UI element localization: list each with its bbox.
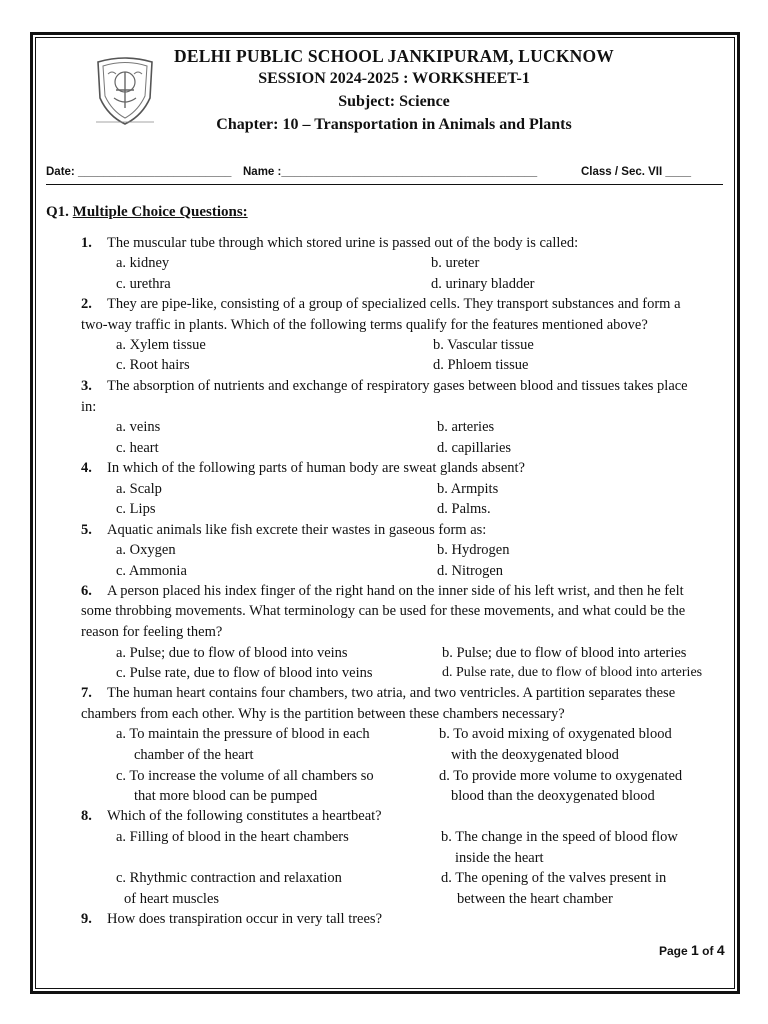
option: d. Phloem tissue bbox=[433, 357, 529, 373]
info-divider bbox=[46, 184, 723, 185]
option: b. ureter bbox=[431, 255, 480, 271]
option: c. urethra bbox=[116, 276, 171, 292]
option: a. Filling of blood in the heart chambers bbox=[116, 829, 349, 845]
name-field: Name :________________________________________ bbox=[243, 166, 538, 178]
option: d. Pulse rate, due to flow of blood into arteries bbox=[442, 665, 703, 680]
option: c. Root hairs bbox=[116, 357, 190, 373]
option: d. The opening of the valves present in bbox=[441, 870, 667, 886]
option: c. Rhythmic contraction and relaxation bbox=[116, 870, 342, 886]
question-text: chambers from each other. Why is the partition between these chambers necessary? bbox=[81, 706, 565, 722]
question-number: 8. bbox=[81, 808, 92, 824]
option: d. Nitrogen bbox=[437, 563, 504, 579]
option: a. Scalp bbox=[116, 481, 162, 497]
option: a. To maintain the pressure of blood in each bbox=[116, 726, 370, 742]
question-text: Aquatic animals like fish excrete their wastes in gaseous form as: bbox=[107, 522, 487, 538]
question-number: 9. bbox=[81, 911, 92, 927]
question-number: 4. bbox=[81, 460, 92, 476]
question-text: In which of the following parts of human body are sweat glands absent? bbox=[107, 460, 525, 476]
school-name: DELHI PUBLIC SCHOOL JANKIPURAM, LUCKNOW bbox=[174, 46, 614, 66]
option: c. Ammonia bbox=[116, 563, 187, 579]
option: that more blood can be pumped bbox=[134, 788, 318, 804]
option: with the deoxygenated blood bbox=[451, 747, 619, 763]
question-text: A person placed his index finger of the right hand on the inner side of his left wrist, and then he felt bbox=[107, 583, 684, 599]
chapter-title: Chapter: 10 – Transportation in Animals and Plants bbox=[216, 116, 572, 133]
option: between the heart chamber bbox=[457, 891, 613, 907]
option: c. Pulse rate, due to flow of blood into veins bbox=[116, 665, 373, 681]
question-text: Which of the following constitutes a heartbeat? bbox=[107, 808, 382, 824]
student-info-row bbox=[46, 166, 724, 186]
option: b. The change in the speed of blood flow bbox=[441, 829, 678, 845]
subject-title: Subject: Science bbox=[338, 93, 450, 110]
question-3 bbox=[81, 377, 688, 395]
question-number: 5. bbox=[81, 522, 92, 538]
option: b. Armpits bbox=[437, 481, 499, 497]
option: a. Xylem tissue bbox=[116, 337, 206, 353]
option: c. Lips bbox=[116, 501, 156, 517]
option: a. veins bbox=[116, 419, 161, 435]
question-number: 1. bbox=[81, 235, 92, 251]
section-title: Multiple Choice Questions: bbox=[72, 204, 248, 220]
option: of heart muscles bbox=[124, 891, 220, 907]
question-text: How does transpiration occur in very tall trees? bbox=[107, 911, 383, 927]
option: a. Pulse; due to flow of blood into veins bbox=[116, 645, 348, 661]
option: a. Oxygen bbox=[116, 542, 176, 558]
current-page: 1 bbox=[691, 942, 699, 958]
of-word: of bbox=[698, 944, 717, 958]
question-9 bbox=[81, 910, 382, 928]
question-5 bbox=[81, 521, 486, 539]
option: b. Hydrogen bbox=[437, 542, 510, 558]
page-word: Page bbox=[659, 944, 692, 958]
option: b. Pulse; due to flow of blood into arteries bbox=[442, 645, 687, 661]
option: blood than the deoxygenated blood bbox=[451, 788, 655, 804]
option: b. To avoid mixing of oxygenated blood bbox=[439, 726, 672, 742]
question-text: some throbbing movements. What terminology can be used for these movements, and what could be the bbox=[81, 603, 686, 619]
question-6 bbox=[81, 582, 684, 600]
page-number bbox=[659, 942, 725, 958]
option: d. capillaries bbox=[437, 440, 512, 456]
option: c. heart bbox=[116, 440, 159, 456]
option: d. urinary bladder bbox=[431, 276, 535, 292]
question-number: 3. bbox=[81, 378, 92, 394]
session-title: SESSION 2024-2025 : WORKSHEET-1 bbox=[258, 70, 530, 87]
question-text: They are pipe-like, consisting of a group of specialized cells. They transport substances and form a bbox=[107, 296, 681, 312]
question-text: The absorption of nutrients and exchange of respiratory gases between blood and tissues takes place bbox=[107, 378, 688, 394]
question-8 bbox=[81, 807, 382, 825]
option: b. arteries bbox=[437, 419, 495, 435]
section-number: Q1. bbox=[46, 204, 73, 220]
question-text: two-way traffic in plants. Which of the following terms qualify for the features mentioned above? bbox=[81, 317, 648, 333]
question-text: in: bbox=[81, 399, 97, 415]
question-number: 6. bbox=[81, 583, 92, 599]
question-text: The human heart contains four chambers, two atria, and two ventricles. A partition separates these bbox=[107, 685, 676, 701]
question-number: 2. bbox=[81, 296, 92, 312]
question-1 bbox=[81, 234, 578, 252]
question-text: reason for feeling them? bbox=[81, 624, 223, 640]
section-heading bbox=[46, 204, 248, 221]
date-field: Date: ________________________ bbox=[46, 166, 232, 178]
option: d. To provide more volume to oxygenated bbox=[439, 768, 683, 784]
option: d. Palms. bbox=[437, 501, 491, 517]
option: c. To increase the volume of all chambers so bbox=[116, 768, 374, 784]
option: a. kidney bbox=[116, 255, 170, 271]
question-7 bbox=[81, 684, 675, 702]
total-pages: 4 bbox=[716, 942, 725, 958]
question-number: 7. bbox=[81, 685, 92, 701]
question-2 bbox=[81, 295, 681, 313]
option: inside the heart bbox=[455, 850, 544, 866]
class-field: Class / Sec. VII ____ bbox=[581, 166, 691, 178]
option: b. Vascular tissue bbox=[433, 337, 534, 353]
option: chamber of the heart bbox=[134, 747, 254, 763]
question-text: The muscular tube through which stored urine is passed out of the body is called: bbox=[107, 235, 579, 251]
question-4 bbox=[81, 459, 525, 477]
